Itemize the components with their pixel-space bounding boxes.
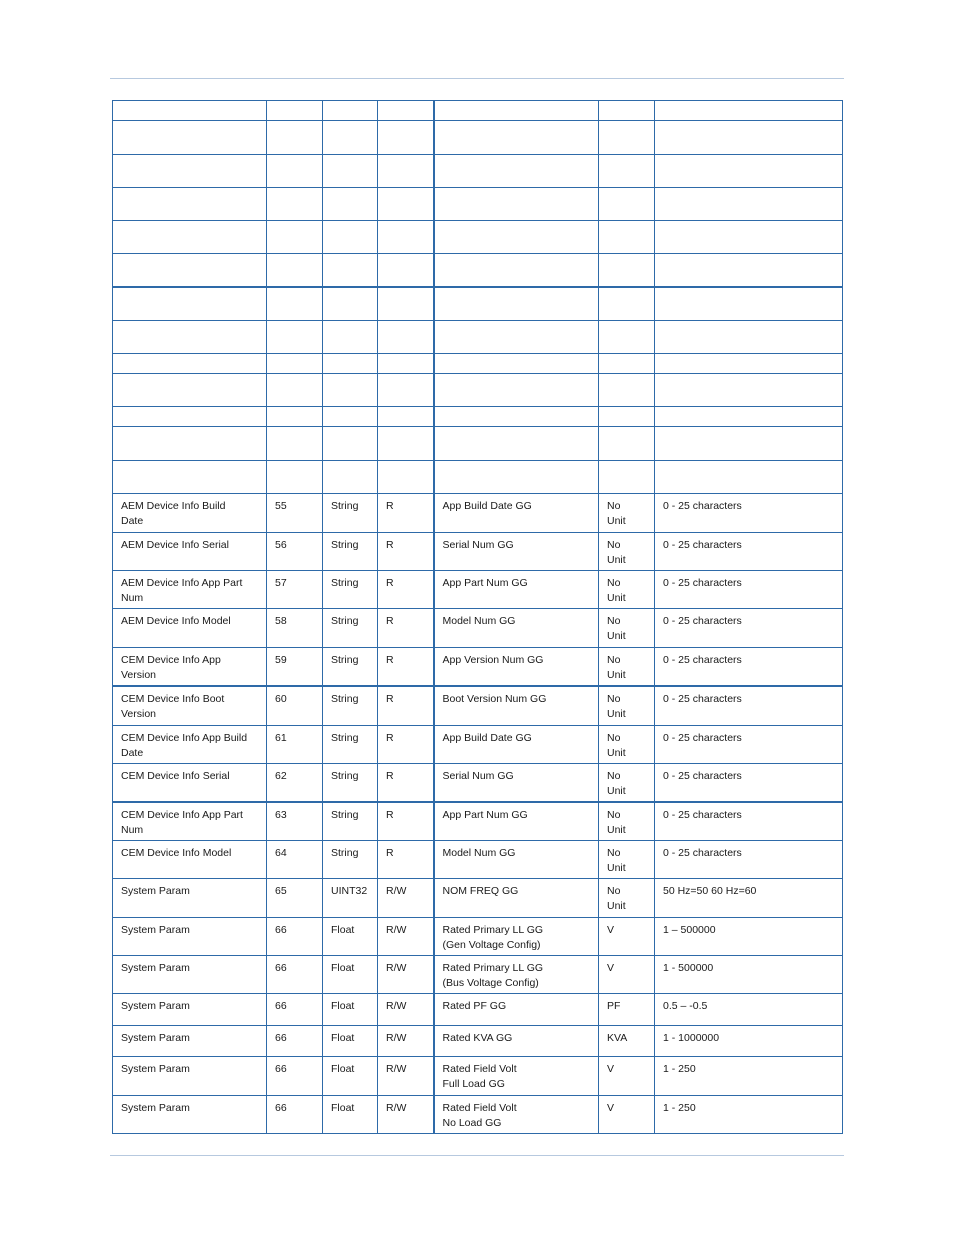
table-row	[113, 571, 843, 609]
access-cell: R/W	[378, 994, 434, 1026]
empty-cell	[267, 321, 323, 354]
range-cell: 0 - 25 characters	[655, 763, 843, 802]
empty-cell	[655, 354, 843, 374]
parameter-cell: System Param	[113, 994, 267, 1026]
type-cell: Float	[323, 1096, 378, 1134]
empty-cell	[655, 374, 843, 407]
empty-cell	[113, 354, 267, 374]
empty-cell	[655, 407, 843, 427]
range-cell: 0 - 25 characters	[655, 802, 843, 841]
register-table	[112, 100, 843, 1134]
name-cell: NOM FREQ GG	[434, 879, 599, 918]
access-cell: R/W	[378, 918, 434, 956]
unit-cell: V	[599, 918, 655, 956]
type-cell: String	[323, 494, 378, 533]
empty-cell	[323, 427, 378, 461]
register-cell: 66	[267, 994, 323, 1026]
table-row	[113, 1096, 843, 1134]
header-rule	[110, 78, 844, 79]
name-cell: Boot Version Num GG	[434, 686, 599, 725]
unit-cell: No Unit	[599, 841, 655, 879]
register-cell: 58	[267, 609, 323, 648]
register-cell: 60	[267, 686, 323, 725]
range-cell: 1 - 500000	[655, 956, 843, 994]
name-cell: Rated Primary LL GG (Gen Voltage Config)	[434, 918, 599, 956]
name-cell: Rated Primary LL GG (Bus Voltage Config)	[434, 956, 599, 994]
empty-cell	[655, 101, 843, 121]
parameter-cell: CEM Device Info App Build Date	[113, 725, 267, 763]
type-cell: Float	[323, 994, 378, 1026]
empty-cell	[378, 354, 434, 374]
empty-table-row	[113, 287, 843, 321]
type-cell: String	[323, 571, 378, 609]
empty-table-row	[113, 321, 843, 354]
empty-cell	[113, 188, 267, 221]
empty-table-row	[113, 221, 843, 254]
register-cell: 59	[267, 648, 323, 687]
empty-cell	[323, 101, 378, 121]
table-row	[113, 802, 843, 841]
empty-cell	[267, 101, 323, 121]
empty-table-row	[113, 121, 843, 155]
access-cell: R	[378, 802, 434, 841]
unit-cell: No Unit	[599, 763, 655, 802]
footer-rule	[110, 1155, 844, 1156]
empty-cell	[434, 461, 599, 494]
empty-cell	[113, 427, 267, 461]
empty-table-row	[113, 101, 843, 121]
parameter-cell: CEM Device Info Model	[113, 841, 267, 879]
table-row	[113, 1026, 843, 1057]
empty-cell	[378, 101, 434, 121]
empty-cell	[599, 121, 655, 155]
access-cell: R	[378, 571, 434, 609]
empty-table-row	[113, 427, 843, 461]
unit-cell: No Unit	[599, 725, 655, 763]
empty-cell	[378, 407, 434, 427]
range-cell: 0 - 25 characters	[655, 648, 843, 687]
type-cell: String	[323, 686, 378, 725]
range-cell: 0 - 25 characters	[655, 571, 843, 609]
empty-table-row	[113, 188, 843, 221]
access-cell: R/W	[378, 1096, 434, 1134]
type-cell: UINT32	[323, 879, 378, 918]
range-cell: 0 - 25 characters	[655, 725, 843, 763]
unit-cell: V	[599, 1096, 655, 1134]
type-cell: String	[323, 648, 378, 687]
empty-cell	[655, 155, 843, 188]
range-cell: 0 - 25 characters	[655, 686, 843, 725]
register-cell: 63	[267, 802, 323, 841]
type-cell: Float	[323, 956, 378, 994]
unit-cell: V	[599, 956, 655, 994]
range-cell: 0.5 – -0.5	[655, 994, 843, 1026]
empty-cell	[323, 287, 378, 321]
empty-cell	[323, 374, 378, 407]
parameter-cell: AEM Device Info Build Date	[113, 494, 267, 533]
range-cell: 1 - 250	[655, 1057, 843, 1096]
empty-cell	[655, 254, 843, 287]
empty-cell	[323, 461, 378, 494]
empty-cell	[599, 221, 655, 254]
empty-cell	[113, 101, 267, 121]
empty-cell	[599, 427, 655, 461]
empty-cell	[655, 188, 843, 221]
empty-cell	[655, 121, 843, 155]
empty-cell	[113, 287, 267, 321]
unit-cell: No Unit	[599, 609, 655, 648]
empty-cell	[434, 287, 599, 321]
empty-cell	[323, 188, 378, 221]
type-cell: Float	[323, 1057, 378, 1096]
empty-cell	[267, 407, 323, 427]
table-row	[113, 956, 843, 994]
unit-cell: PF	[599, 994, 655, 1026]
range-cell: 0 - 25 characters	[655, 841, 843, 879]
parameter-cell: System Param	[113, 956, 267, 994]
empty-cell	[267, 121, 323, 155]
empty-cell	[434, 427, 599, 461]
empty-cell	[113, 254, 267, 287]
access-cell: R/W	[378, 956, 434, 994]
unit-cell: No Unit	[599, 571, 655, 609]
name-cell: Serial Num GG	[434, 763, 599, 802]
empty-table-row	[113, 354, 843, 374]
type-cell: String	[323, 802, 378, 841]
empty-cell	[113, 407, 267, 427]
table-row	[113, 918, 843, 956]
register-cell: 66	[267, 956, 323, 994]
type-cell: String	[323, 763, 378, 802]
access-cell: R	[378, 763, 434, 802]
empty-table-row	[113, 407, 843, 427]
type-cell: String	[323, 725, 378, 763]
type-cell: String	[323, 841, 378, 879]
register-cell: 61	[267, 725, 323, 763]
register-table-body	[113, 101, 843, 1134]
unit-cell: No Unit	[599, 533, 655, 571]
access-cell: R	[378, 725, 434, 763]
range-cell: 0 - 25 characters	[655, 533, 843, 571]
empty-cell	[378, 461, 434, 494]
empty-cell	[434, 254, 599, 287]
table-row	[113, 725, 843, 763]
register-cell: 56	[267, 533, 323, 571]
empty-cell	[113, 155, 267, 188]
empty-cell	[599, 461, 655, 494]
empty-cell	[267, 188, 323, 221]
empty-cell	[267, 461, 323, 494]
empty-cell	[323, 254, 378, 287]
type-cell: String	[323, 533, 378, 571]
empty-cell	[378, 427, 434, 461]
table-row	[113, 533, 843, 571]
access-cell: R	[378, 494, 434, 533]
register-cell: 66	[267, 1096, 323, 1134]
access-cell: R	[378, 609, 434, 648]
name-cell: App Part Num GG	[434, 571, 599, 609]
empty-cell	[378, 155, 434, 188]
empty-cell	[434, 321, 599, 354]
empty-cell	[378, 221, 434, 254]
empty-cell	[434, 121, 599, 155]
unit-cell: No Unit	[599, 686, 655, 725]
access-cell: R	[378, 533, 434, 571]
parameter-cell: CEM Device Info Serial	[113, 763, 267, 802]
table-row	[113, 1057, 843, 1096]
range-cell: 0 - 25 characters	[655, 494, 843, 533]
range-cell: 1 - 1000000	[655, 1026, 843, 1057]
parameter-cell: System Param	[113, 1026, 267, 1057]
type-cell: String	[323, 609, 378, 648]
empty-cell	[113, 321, 267, 354]
unit-cell: No Unit	[599, 648, 655, 687]
empty-cell	[655, 287, 843, 321]
table-row	[113, 763, 843, 802]
empty-cell	[113, 374, 267, 407]
table-row	[113, 994, 843, 1026]
empty-cell	[599, 287, 655, 321]
empty-table-row	[113, 461, 843, 494]
register-cell: 65	[267, 879, 323, 918]
empty-cell	[323, 221, 378, 254]
table-row	[113, 494, 843, 533]
parameter-cell: AEM Device Info Model	[113, 609, 267, 648]
table-row	[113, 609, 843, 648]
register-cell: 66	[267, 1057, 323, 1096]
empty-cell	[378, 188, 434, 221]
unit-cell: KVA	[599, 1026, 655, 1057]
empty-cell	[267, 427, 323, 461]
type-cell: Float	[323, 918, 378, 956]
empty-cell	[434, 354, 599, 374]
parameter-cell: System Param	[113, 1096, 267, 1134]
empty-cell	[378, 321, 434, 354]
register-cell: 66	[267, 1026, 323, 1057]
empty-cell	[267, 354, 323, 374]
empty-cell	[434, 155, 599, 188]
name-cell: App Build Date GG	[434, 494, 599, 533]
name-cell: Model Num GG	[434, 609, 599, 648]
table-row	[113, 648, 843, 687]
empty-cell	[267, 287, 323, 321]
range-cell: 0 - 25 characters	[655, 609, 843, 648]
register-cell: 66	[267, 918, 323, 956]
unit-cell: No Unit	[599, 879, 655, 918]
empty-cell	[323, 354, 378, 374]
empty-cell	[599, 254, 655, 287]
empty-cell	[113, 121, 267, 155]
parameter-cell: AEM Device Info App Part Num	[113, 571, 267, 609]
name-cell: App Build Date GG	[434, 725, 599, 763]
empty-cell	[378, 374, 434, 407]
access-cell: R/W	[378, 879, 434, 918]
parameter-cell: System Param	[113, 879, 267, 918]
name-cell: Rated PF GG	[434, 994, 599, 1026]
unit-cell: No Unit	[599, 494, 655, 533]
empty-cell	[599, 155, 655, 188]
access-cell: R/W	[378, 1057, 434, 1096]
empty-cell	[599, 321, 655, 354]
register-cell: 62	[267, 763, 323, 802]
unit-cell: V	[599, 1057, 655, 1096]
empty-cell	[323, 155, 378, 188]
empty-cell	[323, 321, 378, 354]
empty-cell	[113, 221, 267, 254]
parameter-cell: CEM Device Info App Version	[113, 648, 267, 687]
range-cell: 1 - 250	[655, 1096, 843, 1134]
empty-cell	[378, 121, 434, 155]
empty-cell	[267, 155, 323, 188]
access-cell: R	[378, 841, 434, 879]
name-cell: Serial Num GG	[434, 533, 599, 571]
parameter-cell: AEM Device Info Serial	[113, 533, 267, 571]
range-cell: 1 – 500000	[655, 918, 843, 956]
empty-cell	[599, 374, 655, 407]
parameter-cell: CEM Device Info Boot Version	[113, 686, 267, 725]
table-row	[113, 686, 843, 725]
empty-cell	[599, 101, 655, 121]
table-row	[113, 879, 843, 918]
type-cell: Float	[323, 1026, 378, 1057]
empty-cell	[434, 101, 599, 121]
empty-cell	[434, 407, 599, 427]
empty-cell	[599, 354, 655, 374]
unit-cell: No Unit	[599, 802, 655, 841]
empty-cell	[323, 407, 378, 427]
parameter-cell: System Param	[113, 1057, 267, 1096]
name-cell: App Part Num GG	[434, 802, 599, 841]
access-cell: R	[378, 648, 434, 687]
empty-cell	[434, 374, 599, 407]
parameter-cell: CEM Device Info App Part Num	[113, 802, 267, 841]
empty-cell	[599, 188, 655, 221]
name-cell: Rated Field Volt Full Load GG	[434, 1057, 599, 1096]
empty-cell	[323, 121, 378, 155]
empty-cell	[113, 461, 267, 494]
access-cell: R/W	[378, 1026, 434, 1057]
empty-cell	[655, 461, 843, 494]
empty-cell	[434, 188, 599, 221]
empty-cell	[267, 221, 323, 254]
register-cell: 57	[267, 571, 323, 609]
empty-table-row	[113, 155, 843, 188]
access-cell: R	[378, 686, 434, 725]
empty-cell	[378, 254, 434, 287]
empty-cell	[267, 254, 323, 287]
empty-cell	[599, 407, 655, 427]
empty-cell	[378, 287, 434, 321]
empty-cell	[434, 221, 599, 254]
empty-cell	[267, 374, 323, 407]
register-cell: 64	[267, 841, 323, 879]
range-cell: 50 Hz=50 60 Hz=60	[655, 879, 843, 918]
empty-cell	[655, 221, 843, 254]
empty-cell	[655, 427, 843, 461]
parameter-cell: System Param	[113, 918, 267, 956]
table-row	[113, 841, 843, 879]
name-cell: Rated KVA GG	[434, 1026, 599, 1057]
name-cell: Model Num GG	[434, 841, 599, 879]
register-cell: 55	[267, 494, 323, 533]
empty-cell	[655, 321, 843, 354]
empty-table-row	[113, 254, 843, 287]
name-cell: Rated Field Volt No Load GG	[434, 1096, 599, 1134]
empty-table-row	[113, 374, 843, 407]
name-cell: App Version Num GG	[434, 648, 599, 687]
